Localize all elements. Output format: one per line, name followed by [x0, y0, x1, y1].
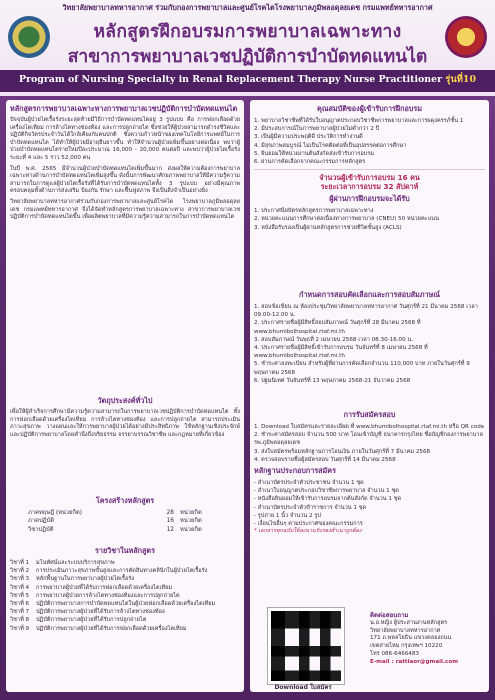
- list-item: - สำเนาบัตรประจำตัวข้าราชการ จำนวน 1 ชุด: [254, 504, 367, 511]
- list-item: 4. ตรวจสอบรายชื่อผู้สมัครสอบ วันศุกร์ที่ 14 มีนาคม 2568: [254, 456, 396, 463]
- list-item: วิชาที่ 3 หลักพื้นฐานในการพยาบาลผู้ป่วยไตเรื้อรัง: [10, 576, 135, 583]
- list-item: วิชาที่ 4 การพยาบาลผู้ป่วยที่ได้รับการฟอกเลือดด้วยเครื่องไตเทียม: [10, 584, 173, 591]
- list-item: 6. ผ่านการคัดเลือกจากคณะกรรมการหลักสูตร: [254, 159, 366, 166]
- qr-code-icon[interactable]: [268, 608, 344, 684]
- program-title-line2: สาขาการพยาบาลเวชปฏิบัติการบำบัดทดแทนไต: [67, 47, 428, 67]
- objective-section: [10, 396, 240, 442]
- contact-title: ติดต่อสอบถาม: [370, 612, 409, 619]
- contact-line: น.อ.หญิง ผู้ประสานงานหลักสูตร: [370, 619, 448, 626]
- schedule-section: [254, 290, 485, 385]
- list-item: 1. Download ใบสมัครและรายละเอียด ที่ www.bhumibolhospital.rtaf.mi.th หรือ QR code: [254, 424, 485, 430]
- list-item: - สำเนาบัตรประจำตัวประชาชน จำนวน 1 ชุด: [254, 480, 364, 487]
- list-item: 2. มีประสบการณ์ในการพยาบาลผู้ป่วยไม่ต่ำกว่า 2 ปี: [254, 126, 380, 133]
- list-item: - สำเนาใบอนุญาตประกอบวิชาชีพการพยาบาล จำนวน 1 ชุด: [254, 488, 399, 495]
- english-title: Program of Nursing Specialty in Renal Replacement Therapy Nurse Practitioner: [19, 74, 443, 85]
- credit-row: ภาคทฤษฎี (หน่วยกิต) 28 หน่วยกิต: [28, 510, 202, 516]
- list-item: 5. ชำระค่าลงทะเบียน สำหรับผู้ที่ผ่านการคัดเลือกจำนวน 110,000 บาท ภายในวันศุกร์ที่ 9 พฤษภาคม 2568: [254, 361, 470, 376]
- contact-line: เขตสายไหม กรุงเทพฯ 10220: [370, 643, 443, 650]
- list-item: 4. ประกาศรายชื่อผู้มีสิทธิ์เข้ารับการอบรม วันจันทร์ที่ 8 เมษายน 2568 ที่ www.bhumibolhospital.rtaf.mi.th: [254, 345, 428, 360]
- credit-row: ภาคปฏิบัติ 16 หน่วยกิต: [28, 518, 202, 525]
- apply-section: [254, 410, 485, 535]
- list-item: 1. สอบข้อเขียน ณ ห้องประชุมวิทยาลัยพยาบาลทหารอากาศ วันศุกร์ที่ 21 มีนาคม 2568 เวลา 09.00-12.00 น.: [254, 304, 478, 319]
- intro-title: หลักสูตรการพยาบาลเฉพาะทางการพยาบาลเวชปฏิบัติการบำบัดทดแทนไต: [10, 104, 238, 113]
- right-column: [250, 100, 489, 692]
- program-title-line1: หลักสูตรฝึกอบรมการพยาบาลเฉพาะทาง: [93, 22, 402, 42]
- list-item: 3. ส่งใบสมัครพร้อมหลักฐานการโอนเงิน ภายในวันศุกร์ที่ 7 มีนาคม 2568: [254, 448, 431, 455]
- list-item: 5. ยินยอมให้หน่วยงานต้นสังกัดส่งเข้ารับการอบรม: [254, 150, 374, 157]
- list-item: 2. ชำระค่าสมัครสอบ จำนวน 500 บาท โอนเข้าบัญชี ธนาคารกรุงไทย ชื่อบัญชีกองการพยาบาล รพ.ภูมิพลอดุลยเดช: [254, 432, 483, 447]
- contact-line: วิทยาลัยพยาบาลทหารอากาศ: [370, 627, 441, 634]
- objective-title: วัตถุประสงค์ทั่วไป: [97, 396, 153, 405]
- list-item: วิชาที่ 5 การพยาบาลผู้ป่วยการล้างไตทางช่องท้องและการปลูกถ่ายไต: [10, 592, 180, 599]
- certify-title: ผู้ผ่านการฝึกอบรมจะได้รับ: [329, 194, 410, 204]
- schedule-title: กำหนดการสอบคัดเลือกและการสอบสัมภาษณ์: [299, 290, 440, 299]
- course-title: รายวิชาในหลักสูตร: [95, 546, 155, 555]
- cohort-number: รุ่นที่10: [445, 74, 476, 85]
- intro-paragraph-1: ปัจจุบันผู้ป่วยไตเรื้อรังระยะสุดท้ายมีวิธีการบำบัดทดแทนไตอยู่ 3 รูปแบบ คือ การฟอกเลือดด้วยเครื่องไตเทียม การล้างไตทางช่องท้อง และการปลูกถ่ายไต ซึ่งช่วยให้ผู้ป่วยสามารถดำรงชีวิตและปฏิบัติกิจวัตรประจำวันได้ใกล้เคียงกับคนปกติ ซึ่งความก้าวหน้าของเทคโนโลยีการแพทย์ในการบำบัดทดแทนไต ได้ทำให้ผู้ป่วยมีอายุยืนยาวขึ้น ทำให้จำนวนผู้ป่วยเพิ่มขึ้นอย่างต่อเนื่อง พบว่าผู้ป่วยบำบัดทดแทนไตรายใหม่ปีละประมาณ 16,000 - 20,000 คนต่อปี และพบว่าผู้ป่วยไตเรื้อรังระยะที่ 4 และ 5 ราว 52,000 คน: [10, 117, 240, 161]
- documents-title: หลักฐานประกอบการสมัคร: [254, 466, 336, 476]
- list-item: - เงื่อนไขอื่นๆ ตามประกาศของคณะกรรมการ: [254, 521, 363, 528]
- list-item: 3. เป็นผู้มีความประพฤติดี ประวัติการทำงานดี: [254, 134, 363, 141]
- list-item: 1. ประกาศนียบัตรหลักสูตรการพยาบาลเฉพาะทาง: [254, 208, 374, 215]
- apply-title: การรับสมัครสอบ: [343, 410, 396, 419]
- course-list: [10, 559, 240, 633]
- list-item: 3. สอบสัมภาษณ์ วันพุธที่ 2 เมษายน 2568 เวลา 08.30-16.00 น.: [254, 336, 414, 343]
- list-item: วิชาที่ 8 ปฏิบัติการพยาบาลผู้ป่วยที่ได้รับการปลูกถ่ายไต: [10, 617, 147, 624]
- list-item: วิชาที่ 1 มโนทัศน์และระบบบริการสุขภาพ: [10, 560, 115, 566]
- english-subtitle: [6, 72, 489, 87]
- structure-section: [10, 496, 240, 534]
- qualification-list: [254, 117, 485, 166]
- credit-row: วิชาปฏิบัติ 12 หน่วยกิต: [28, 526, 202, 533]
- duration-text: ระยะเวลาการอบรม 32 สัปดาห์: [320, 182, 419, 192]
- list-item: 4. มีสุขภาพสมบูรณ์ ไม่เป็นโรคติดต่อที่เป็นอุปสรรคต่อการศึกษา: [254, 142, 407, 149]
- list-item: - รูปถ่าย 1 นิ้ว จำนวน 2 รูป: [254, 512, 321, 519]
- organizer-line: วิทยาลัยพยาบาลทหารอากาศ ร่วมกับกองการพยาบาลและศูนย์โรคไตโรงพยาบาลภูมิพลอดุลยเดช กรมแพทย์ทหารอากาศ: [62, 3, 433, 12]
- divider: [254, 169, 485, 170]
- list-item: วิชาที่ 7 ปฏิบัติการพยาบาลผู้ป่วยที่ได้รับการล้างไตทางช่องท้อง: [10, 609, 165, 616]
- qualification-title: คุณสมบัติของผู้เข้ารับการฝึกอบรม: [317, 104, 422, 113]
- certify-list: [254, 207, 485, 232]
- download-label: Download ใบสมัคร: [274, 684, 332, 691]
- qualification-section: [254, 104, 485, 232]
- list-item: 1. พยาบาลวิชาชีพที่ได้รับใบอนุญาตประกอบวิชาชีพการพยาบาลและการผดุงครรภ์ชั้น 1: [254, 118, 464, 124]
- documents-list: [254, 479, 485, 528]
- list-item: 2. ประกาศรายชื่อผู้มีสิทธิ์สอบสัมภาษณ์ วันศุกร์ที่ 28 มีนาคม 2568 ที่ www.bhumibolhospital.rtaf.mi.th: [254, 320, 421, 335]
- structure-title: โครงสร้างหลักสูตร: [95, 496, 155, 505]
- list-item: 2. หน่วยคะแนนการศึกษาต่อเนื่องทางการพยาบาล (CNEU) 50 หน่วยคะแนน: [254, 216, 439, 223]
- contact-line: 171 ถ.พหลโยธิน แขวงคลองถนน: [370, 635, 452, 642]
- intro-paragraph-2: ในปี พ.ศ. 2565 มีจำนวนผู้ป่วยบำบัดทดแทนไตเพิ่มขึ้นมาก ส่งผลให้ความต้องการพยาบาลเฉพาะทางด้านการบำบัดทดแทนไตเพิ่มสูงขึ้น ดังนั้นการพัฒนาศักยภาพพยาบาลให้มีความรู้ความสามารถในการดูแลผู้ป่วยไตเรื้อรังที่ได้รับการบำบัดทดแทนไตทั้ง 3 รูปแบบ อย่างมีคุณภาพ ครอบคลุมทั้งด้านการส่งเสริม ป้องกัน รักษา และฟื้นฟูสภาพ จึงเป็นสิ่งจำเป็นอย่างยิ่ง: [10, 165, 240, 195]
- list-item: - หนังสือยินยอมให้เข้ารับการอบรมจากต้นสังกัด จำนวน 1 ชุด: [254, 496, 402, 503]
- list-item: วิชาที่ 6 ปฏิบัติการพยาบาลการบำบัดทดแทนไตในผู้ป่วยฟอกเลือดด้วยเครื่องไตเทียม: [10, 601, 216, 608]
- contact-line: โทร 086-6466483: [370, 650, 420, 657]
- seats-text: จำนวนผู้เข้ารับการอบรม 16 คน: [319, 173, 420, 183]
- apply-list: [254, 423, 485, 464]
- list-item: วิชาที่ 9 ปฏิบัติการพยาบาลผู้ป่วยที่ได้รับการฟอกเลือดด้วยเครื่องไตเทียม: [10, 625, 187, 632]
- course-section: [10, 546, 240, 633]
- list-item: วิชาที่ 2 การประเมินภาวะสุขภาพขั้นสูงและการตัดสินทางคลินิกในผู้ป่วยไตเรื้อรัง: [10, 568, 208, 575]
- intro-paragraph-3: วิทยาลัยพยาบาลทหารอากาศร่วมกับกองการพยาบาลและศูนย์โรคไต โรงพยาบาลภูมิพลอดุลยเดช กรมแพทย์ทหารอากาศ จึงได้จัดทำหลักสูตรการพยาบาลเฉพาะทาง สาขาการพยาบาลเวชปฏิบัติการบำบัดทดแทนไตขึ้น เพื่อผลิตพยาบาลที่มีความรู้ความสามารถในการบำบัดทดแทนไต: [10, 198, 240, 221]
- contact-email[interactable]: E-mail : rattiaor@gmail.com: [370, 658, 459, 665]
- list-item: 6. ปฐมนิเทศ วันจันทร์ที่ 13 พฤษภาคม 2568-21 ธันวาคม 2568: [254, 377, 411, 384]
- left-column: [6, 100, 244, 692]
- intro-section: [10, 104, 240, 225]
- schedule-list: [254, 303, 485, 385]
- objective-paragraph: เพื่อให้ผู้สำเร็จการศึกษามีความรู้ความสามารถในการพยาบาลเวชปฏิบัติการบำบัดทดแทนไต ทั้งการฟอกเลือดด้วยเครื่องไตเทียม การล้างไตทางช่องท้อง และการปลูกถ่ายไต สามารถประเมินภาวะสุขภาพ วางแผนและให้การพยาบาลผู้ป่วยได้อย่างมีประสิทธิภาพ ใช้หลักฐานเชิงประจักษ์ และปฏิบัติการพยาบาลโดยคำนึงถึงจริยธรรม จรรยาบรรณวิชาชีพ และกฎหมายที่เกี่ยวข้อง: [10, 409, 240, 438]
- contact-block: [370, 612, 482, 667]
- list-item: 3. หนังสือรับรองเป็นผู้ผ่านหลักสูตรการช่วยชีวิตขั้นสูง (ACLS): [254, 224, 402, 231]
- documents-note: * เอกสารทุกฉบับให้ลงนามรับรองสำเนาถูกต้อง: [254, 528, 362, 535]
